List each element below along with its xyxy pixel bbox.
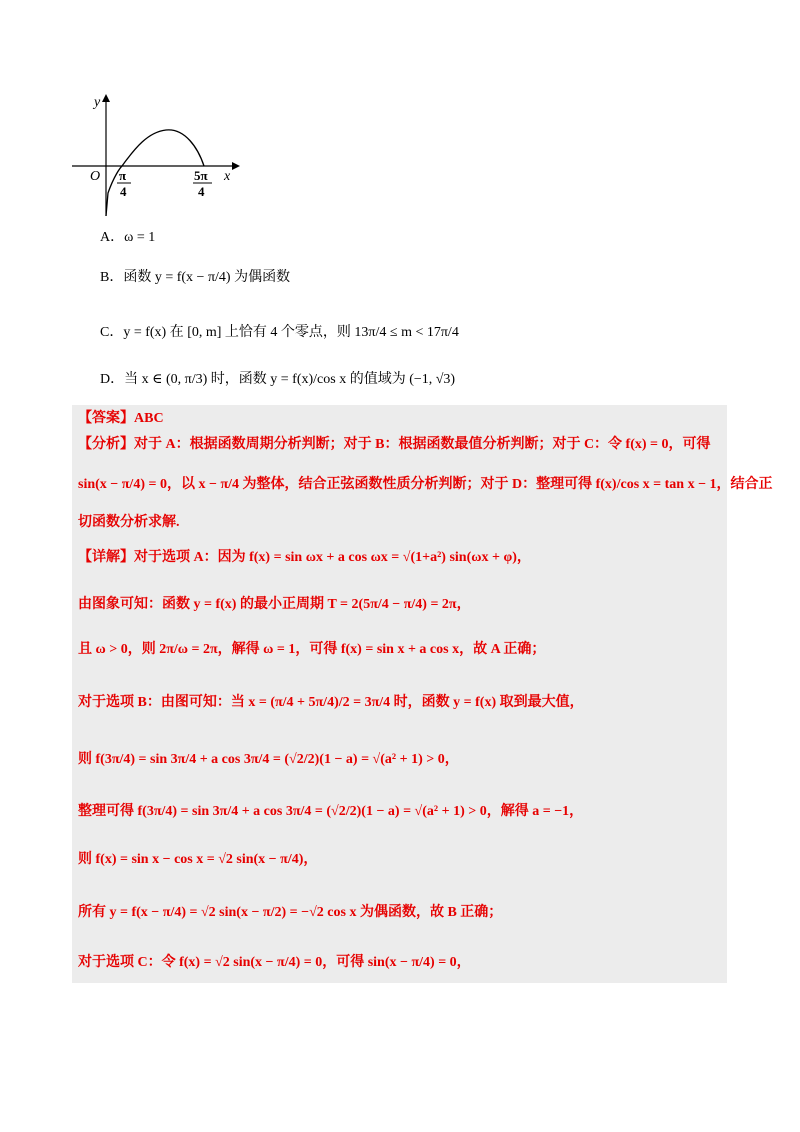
origin-label: O <box>90 169 101 184</box>
detail-line-5: 则 f(3π/4) = sin 3π/4 + a cos 3π/4 = (√2/2)(1 − a) = √(a² + 1) > 0， <box>78 752 459 767</box>
tick-5pi-over-4-num: 5π <box>194 168 208 183</box>
y-axis-label: y <box>94 95 101 110</box>
detail-line-2: 由图象可知：函数 y = f(x) 的最小正周期 T = 2(5π/4 − π/4) = 2π， <box>78 597 471 612</box>
x-axis-arrow <box>232 162 240 170</box>
detail-line-8: 所有 y = f(x − π/4) = √2 sin(x − π/2) = −√2 cos x 为偶函数，故 B 正确； <box>78 905 503 920</box>
option-a: A．ω = 1 <box>100 230 156 245</box>
analysis-line-3: 切函数分析求解. <box>78 515 180 530</box>
analysis-line-1: 【分析】对于 A：根据函数周期分析判断；对于 B：根据函数最值分析判断；对于 C：令 f(x) = 0，可得 <box>78 437 711 452</box>
detail-line-7: 则 f(x) = sin x − cos x = √2 sin(x − π/4)， <box>78 852 318 867</box>
function-graph <box>70 88 250 228</box>
analysis-line-2: sin(x − π/4) = 0，以 x − π/4 为整体，结合正弦函数性质分析判断；对于 D：整理可得 f(x)/cos x = tan x − 1，结合正 <box>78 477 773 492</box>
detail-line-9: 对于选项 C：令 f(x) = √2 sin(x − π/4) = 0，可得 sin(x − π/4) = 0， <box>78 955 471 970</box>
tick-pi-over-4-den: 4 <box>120 184 127 199</box>
tick-pi-over-4-num: π <box>119 168 127 183</box>
detail-line-3: 且 ω > 0，则 2π/ω = 2π，解得 ω = 1，可得 f(x) = sin x + a cos x，故 A 正确； <box>78 642 546 657</box>
y-axis-arrow <box>102 94 110 102</box>
detail-line-1: 【详解】对于选项 A：因为 f(x) = sin ωx + a cos ωx = √(1+a²) sin(ωx + φ)， <box>78 550 531 565</box>
option-d: D．当 x ∈ (0, π/3) 时，函数 y = f(x)/cos x 的值域为 (−1, √3) <box>100 372 456 387</box>
x-axis-label: x <box>224 169 231 184</box>
option-b: B．函数 y = f(x − π/4) 为偶函数 <box>100 270 291 285</box>
option-c: C．y = f(x) 在 [0, m] 上恰有 4 个零点，则 13π/4 ≤ m < 17π/4 <box>100 325 459 340</box>
answer-line: 【答案】ABC <box>78 411 164 426</box>
detail-line-6: 整理可得 f(3π/4) = sin 3π/4 + a cos 3π/4 = (√2/2)(1 − a) = √(a² + 1) > 0，解得 a = −1， <box>78 804 584 819</box>
tick-5pi-over-4-den: 4 <box>198 184 205 199</box>
detail-line-4: 对于选项 B：由图可知：当 x = (π/4 + 5π/4)/2 = 3π/4 时，函数 y = f(x) 取到最大值， <box>78 695 584 710</box>
solution-panel <box>72 405 773 983</box>
